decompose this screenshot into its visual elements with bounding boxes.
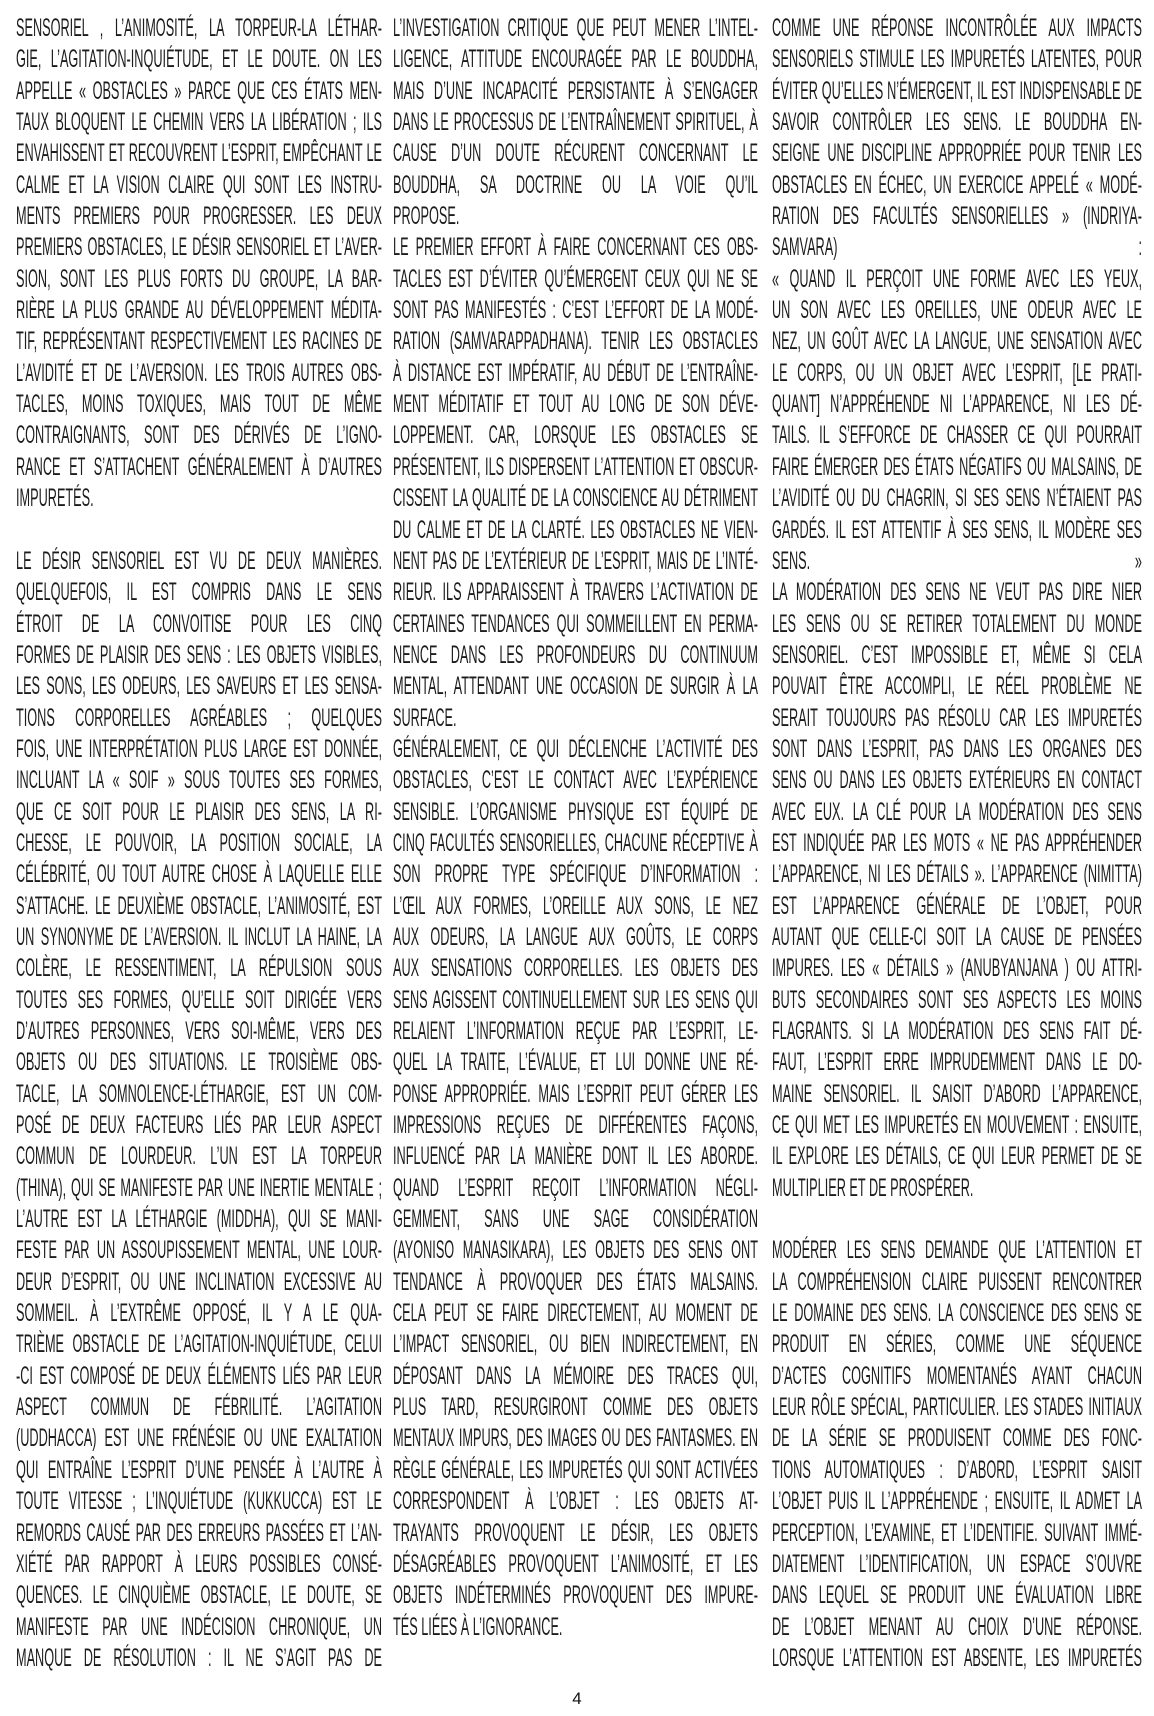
- text-line: ÉVITER QU’ELLES N’ÉMERGENT, IL EST INDISPENSABLE DE: [772, 76, 1142, 105]
- text-line: L’AUTRE EST LA LÉTHARGIE (MIDDHA), QUI SE MANI-: [16, 1205, 382, 1234]
- text-line: CISSENT LA QUALITÉ DE LA CONSCIENCE AU DÉTRIMENT: [393, 484, 758, 513]
- paragraph: [772, 13, 1142, 264]
- text-line: CINQ FACULTÉS SENSORIELLES, CHACUNE RÉCEPTIVE À: [393, 828, 758, 857]
- text-line: DEUR D’ESPRIT, OU UNE INCLINATION EXCESSIVE AU: [16, 1267, 382, 1296]
- text-line: SAVOIR CONTRÔLER LES SENS. LE BOUDDHA EN-: [772, 108, 1142, 137]
- text-line: (UDDHACCA) EST UNE FRÉNÉSIE OU UNE EXALTATION: [16, 1424, 382, 1453]
- text-line: SENSORIELS STIMULE LES IMPURETÉS LATENTES, POUR: [772, 45, 1142, 74]
- text-line: SENS AGISSENT CONTINUELLEMENT SUR LES SENS QUI: [393, 985, 758, 1014]
- text-line: S’ATTACHE. LE DEUXIÈME OBSTACLE, L’ANIMOSITÉ, EST: [16, 891, 382, 920]
- text-line: XIÉTÉ PAR RAPPORT À LEURS POSSIBLES CONSÉ-: [16, 1549, 382, 1578]
- text-line: L’INVESTIGATION CRITIQUE QUE PEUT MENER L’INTEL-: [393, 14, 758, 42]
- text-line: L’AVIDITÉ ET DE L’AVERSION. LES TROIS AUTRES OBS-: [16, 358, 382, 387]
- text-line: TACLES EST D’ÉVITER QU’ÉMERGENT CEUX QUI NE SE: [393, 264, 758, 293]
- text-line: PERCEPTION, L’EXAMINE, ET L’IDENTIFIE. SUIVANT IMMÉ-: [772, 1518, 1142, 1547]
- text-line: MODÉRER LES SENS DEMANDE QUE L’ATTENTION ET: [772, 1236, 1142, 1265]
- text-line: SENSORIEL. C’EST IMPOSSIBLE ET, MÊME SI CELA: [772, 640, 1142, 669]
- text-line: REMORDS CAUSÉ PAR DES ERREURS PASSÉES ET L’AN-: [16, 1518, 382, 1547]
- text-line: SAMVARA) :: [772, 233, 1142, 262]
- text-line: POSÉ DE DEUX FACTEURS LIÉS PAR LEUR ASPECT: [16, 1111, 382, 1140]
- text-line: L’IMPACT SENSORIEL, OU BIEN INDIRECTEMENT, EN: [393, 1330, 758, 1359]
- text-line: QUAND L’ESPRIT REÇOIT L’INFORMATION NÉGLI-: [393, 1173, 758, 1202]
- text-line: DANS LE PROCESSUS DE L’ENTRAÎNEMENT SPIRITUEL, À: [393, 108, 758, 137]
- text-line: APPELLE « OBSTACLES » PARCE QUE CES ÉTATS MEN-: [16, 76, 382, 105]
- text-column-left: [16, 13, 382, 1674]
- text-column-right: [772, 13, 1142, 1674]
- text-line: TRIÈME OBSTACLE DE L’AGITATION-INQUIÉTUDE, CELUI: [16, 1330, 382, 1359]
- text-line: DANS LEQUEL SE PRODUIT UNE ÉVALUATION LIBRE: [772, 1581, 1142, 1610]
- text-line: L’APPARENCE, NI LES DÉTAILS ». L’APPARENCE (NIMITTA): [772, 860, 1142, 889]
- text-line: RATION DES FACULTÉS SENSORIELLES » (INDRIYA-: [772, 202, 1142, 231]
- text-line: (AYONISO MANASIKARA), LES OBJETS DES SENS ONT: [393, 1236, 758, 1265]
- text-line: SENSORIEL , L’ANIMOSITÉ, LA TORPEUR-LA LÉTHAR-: [16, 14, 382, 42]
- text-line: TACLES, MOINS TOXIQUES, MAIS TOUT DE MÊME: [16, 390, 382, 419]
- text-line: DIATEMENT L’IDENTIFICATION, UN ESPACE S’OUVRE: [772, 1549, 1142, 1578]
- text-line: AUX ODEURS, LA LANGUE AUX GOÛTS, LE CORPS: [393, 922, 758, 951]
- text-line: MENT MÉDITATIF ET TOUT AU LONG DE SON DÉVE-: [393, 390, 758, 419]
- text-line: COLÈRE, LE RESSENTIMENT, LA RÉPULSION SOUS: [16, 954, 382, 983]
- text-line: SEIGNE UNE DISCIPLINE APPROPRIÉE POUR TENIR LES: [772, 139, 1142, 168]
- text-line: SENS OU DANS LES OBJETS EXTÉRIEURS EN CONTACT: [772, 766, 1142, 795]
- text-line: « QUAND IL PERÇOIT UNE FORME AVEC LES YEUX,: [772, 264, 1142, 293]
- text-line: POUVAIT ÊTRE ACCOMPLI, LE RÉEL PROBLÈME NE: [772, 672, 1142, 701]
- text-line: SION, SONT LES PLUS FORTS DU GROUPE, LA BAR-: [16, 264, 382, 293]
- text-line: FESTE PAR UN ASSOUPISSEMENT MENTAL, UNE LOUR-: [16, 1236, 382, 1265]
- text-line: RANCE ET S’ATTACHENT GÉNÉRALEMENT À D’AUTRES: [16, 452, 382, 481]
- text-line: DÉPOSANT DANS LA MÉMOIRE DES TRACES QUI,: [393, 1361, 758, 1390]
- text-line: SOMMEIL. À L’EXTRÊME OPPOSÉ, IL Y A LE QUA-: [16, 1299, 382, 1328]
- text-line: LES SONS, LES ODEURS, LES SAVEURS ET LES SENSA-: [16, 672, 382, 701]
- text-line: RÈGLE GÉNÉRALE, LES IMPURETÉS QUI SONT ACTIVÉES: [393, 1455, 758, 1484]
- text-line: MENTAUX IMPURS, DES IMAGES OU DES FANTASMES. EN: [393, 1424, 758, 1453]
- text-line: COMME UNE RÉPONSE INCONTRÔLÉE AUX IMPACTS: [772, 14, 1142, 42]
- text-line: QUANT] N’APPRÉHENDE NI L’APPARENCE, NI LES DÉ-: [772, 390, 1142, 419]
- paragraph: [393, 734, 758, 1643]
- text-line: TRAYANTS PROVOQUENT LE DÉSIR, LES OBJETS: [393, 1518, 758, 1547]
- text-line: CELA PEUT SE FAIRE DIRECTEMENT, AU MOMENT DE: [393, 1299, 758, 1328]
- text-line: TENDANCE À PROVOQUER DES ÉTATS MALSAINS.: [393, 1267, 758, 1296]
- text-line: IMPURETÉS.: [16, 484, 94, 513]
- text-line: EST L’APPARENCE GÉNÉRALE DE L’OBJET, POUR: [772, 891, 1142, 920]
- text-line: CALME ET LA VISION CLAIRE QUI SONT LES INSTRU-: [16, 170, 382, 199]
- text-line: QUI ENTRAÎNE L’ESPRIT D’UNE PENSÉE À L’AUTRE À: [16, 1455, 382, 1484]
- text-line: ENVAHISSENT ET RECOUVRENT L’ESPRIT, EMPÊCHANT LE: [16, 139, 382, 168]
- text-line: TIONS CORPORELLES AGRÉABLES ; QUELQUES: [16, 703, 382, 732]
- text-line: PREMIERS OBSTACLES, LE DÉSIR SENSORIEL ET L’AVER-: [16, 233, 382, 262]
- text-line: LE CORPS, OU UN OBJET AVEC L’ESPRIT, [LE PRATI-: [772, 358, 1142, 387]
- text-line: LORSQUE L’ATTENTION EST ABSENTE, LES IMPURETÉS: [772, 1643, 1142, 1672]
- text-line: L’ŒIL AUX FORMES, L’OREILLE AUX SONS, LE NEZ: [393, 891, 758, 920]
- text-line: LIGENCE, ATTITUDE ENCOURAGÉE PAR LE BOUDDHA,: [393, 45, 758, 74]
- text-line: D’AUTRES PERSONNES, VERS SOI-MÊME, VERS DES: [16, 1017, 382, 1045]
- text-line: MAIS D’UNE INCAPACITÉ PERSISTANTE À S’ENGAGER: [393, 76, 758, 105]
- text-line: PLUS TARD, RESURGIRONT COMME DES OBJETS: [393, 1393, 758, 1422]
- text-line: À DISTANCE EST IMPÉRATIF, AU DÉBUT DE L’ENTRAÎNE-: [393, 358, 758, 387]
- text-line: CHESSE, LE POUVOIR, LA POSITION SOCIALE, LA: [16, 828, 382, 857]
- text-line: LE PREMIER EFFORT À FAIRE CONCERNANT CES OBS-: [393, 233, 758, 262]
- text-line: LE DÉSIR SENSORIEL EST VU DE DEUX MANIÈRES.: [16, 546, 382, 575]
- text-line: NENCE DANS LES PROFONDEURS DU CONTINUUM: [393, 640, 758, 669]
- paragraph: [393, 232, 758, 734]
- text-line: TIF, REPRÉSENTANT RESPECTIVEMENT LES RACINES DE: [16, 327, 382, 356]
- text-line: OBSTACLES EN ÉCHEC, UN EXERCICE APPELÉ « MODÉ-: [772, 170, 1142, 199]
- text-line: BUTS SECONDAIRES SONT SES ASPECTS LES MOINS: [772, 985, 1142, 1014]
- text-line: SURFACE.: [393, 703, 457, 732]
- text-line: SON PROPRE TYPE SPÉCIFIQUE D’INFORMATION :: [393, 860, 758, 889]
- text-line: RIEUR. ILS APPARAISSENT À TRAVERS L’ACTIVATION DE: [393, 578, 758, 607]
- text-line: PROPOSE.: [393, 202, 460, 231]
- text-line: QUENCES. LE CINQUIÈME OBSTACLE, LE DOUTE, SE: [16, 1581, 382, 1610]
- paragraph: [393, 13, 758, 232]
- text-line: CORRESPONDENT À L’OBJET : LES OBJETS AT-: [393, 1487, 758, 1516]
- text-line: QUEL LA TRAITE, L’ÉVALUE, ET LUI DONNE UNE RÉ-: [393, 1048, 758, 1077]
- text-line: GÉNÉRALEMENT, CE QUI DÉCLENCHE L’ACTIVITÉ DES: [393, 734, 758, 763]
- text-line: GARDÉS. IL EST ATTENTIF À SES SENS, IL MODÈRE SES: [772, 515, 1142, 544]
- text-line: IMPRESSIONS REÇUES DE DIFFÉRENTES FAÇONS,: [393, 1111, 758, 1140]
- text-line: NEZ, UN GOÛT AVEC LA LANGUE, UNE SENSATION AVEC: [772, 327, 1142, 356]
- text-line: FAUT, L’ESPRIT ERRE IMPRUDEMMENT DANS LE DO-: [772, 1048, 1142, 1077]
- text-line: PONSE APPROPRIÉE. MAIS L’ESPRIT PEUT GÉRER LES: [393, 1079, 758, 1108]
- text-line: SENSIBLE. L’ORGANISME PHYSIQUE EST ÉQUIPÉ DE: [393, 797, 758, 826]
- paragraph: [772, 1235, 1142, 1674]
- text-line: L’OBJET PUIS IL L’APPRÉHENDE ; ENSUITE, IL ADMET LA: [772, 1487, 1142, 1516]
- text-line: LEUR RÔLE SPÉCIAL, PARTICULIER. LES STADES INITIAUX: [772, 1393, 1142, 1422]
- text-line: QUELQUEFOIS, IL EST COMPRIS DANS LE SENS: [16, 578, 382, 607]
- text-line: AUTANT QUE CELLE-CI SOIT LA CAUSE DE PENSÉES: [772, 922, 1142, 951]
- text-line: CONTRAIGNANTS, SONT DES DÉRIVÉS DE L’IGNO-: [16, 421, 382, 450]
- text-line: DU CALME ET DE LA CLARTÉ. LES OBSTACLES NE VIEN-: [393, 515, 758, 544]
- text-line: AUX SENSATIONS CORPORELLES. LES OBJETS DES: [393, 954, 758, 983]
- quote-paragraph: [772, 264, 1142, 577]
- text-line: NENT PAS DE L’EXTÉRIEUR DE L’ESPRIT, MAIS DE L’INTÉ-: [393, 546, 758, 575]
- text-line: DE LA SÉRIE SE PRODUISENT COMME DES FONC-: [772, 1424, 1142, 1453]
- text-line: TIONS AUTOMATIQUES : D’ABORD, L’ESPRIT SAISIT: [772, 1455, 1142, 1484]
- text-line: TOUTE VITESSE ; L’INQUIÉTUDE (KUKKUCCA) EST LE: [16, 1487, 382, 1516]
- text-line: OBJETS INDÉTERMINÉS PROVOQUENT DES IMPURE-: [393, 1581, 758, 1610]
- text-line: SENS. »: [772, 546, 1142, 575]
- text-line: TAILS. IL S’EFFORCE DE CHASSER CE QUI POURRAIT: [772, 421, 1142, 450]
- text-line: SONT PAS MANIFESTÉS : C’EST L’EFFORT DE LA MODÉ-: [393, 296, 758, 325]
- text-line: BOUDDHA, SA DOCTRINE OU LA VOIE QU’IL: [393, 170, 758, 199]
- text-line: CAUSE D’UN DOUTE RÉCURENT CONCERNANT LE: [393, 139, 758, 168]
- text-line: LA MODÉRATION DES SENS NE VEUT PAS DIRE NIER: [772, 578, 1142, 607]
- blank-line: [16, 515, 382, 546]
- text-line: CÉLÉBRITÉ, OU TOUT AUTRE CHOSE À LAQUELLE ELLE: [16, 860, 382, 889]
- text-line: INCLUANT LA « SOIF » SOUS TOUTES SES FORMES,: [16, 766, 382, 795]
- text-line: MENTS PREMIERS POUR PROGRESSER. LES DEUX: [16, 202, 382, 231]
- text-line: EST INDIQUÉE PAR LES MOTS « NE PAS APPRÉHENDER: [772, 828, 1142, 857]
- text-line: FAIRE ÉMERGER DES ÉTATS NÉGATIFS OU MALSAINS, DE: [772, 452, 1142, 481]
- text-line: LOPPEMENT. CAR, LORSQUE LES OBSTACLES SE: [393, 421, 758, 450]
- text-line: UN SON AVEC LES OREILLES, UNE ODEUR AVEC LE: [772, 296, 1142, 325]
- text-line: TAUX BLOQUENT LE CHEMIN VERS LA LIBÉRATION ; ILS: [16, 108, 382, 137]
- text-line: FOIS, UNE INTERPRÉTATION PLUS LARGE EST DONNÉE,: [16, 734, 382, 763]
- text-line: CERTAINES TENDANCES QUI SOMMEILLENT EN PERMA-: [393, 609, 758, 638]
- text-line: TACLE, LA SOMNOLENCE-LÉTHARGIE, EST UN COM-: [16, 1079, 382, 1108]
- paragraph: [16, 13, 382, 515]
- text-line: QUE CE SOIT POUR LE PLAISIR DES SENS, LA RI-: [16, 797, 382, 826]
- text-line: OBJETS OU DES SITUATIONS. LE TROISIÈME OBS-: [16, 1048, 382, 1077]
- text-line: DÉSAGRÉABLES PROVOQUENT L’ANIMOSITÉ, ET LES: [393, 1549, 758, 1578]
- text-line: GEMMENT, SANS UNE SAGE CONSIDÉRATION: [393, 1205, 758, 1234]
- text-line: UN SYNONYME DE L’AVERSION. IL INCLUT LA HAINE, LA: [16, 922, 382, 951]
- text-line: RIÈRE LA PLUS GRANDE AU DÉVELOPPEMENT MÉDITA-: [16, 296, 382, 325]
- text-line: GIE, L’AGITATION-INQUIÉTUDE, ET LE DOUTE. ON LES: [16, 45, 382, 74]
- paragraph: [16, 546, 382, 1674]
- text-line: LE DOMAINE DES SENS. LA CONSCIENCE DES SENS SE: [772, 1299, 1142, 1328]
- text-line: CE QUI MET LES IMPURETÉS EN MOUVEMENT : ENSUITE,: [772, 1111, 1142, 1140]
- text-line: SERAIT TOUJOURS PAS RÉSOLU CAR LES IMPURETÉS: [772, 703, 1142, 732]
- text-line: RATION (SAMVARAPPADHANA). TENIR LES OBSTACLES: [393, 327, 758, 356]
- text-line: LA COMPRÉHENSION CLAIRE PUISSENT RENCONTRER: [772, 1267, 1142, 1296]
- text-line: L’AVIDITÉ OU DU CHAGRIN, SI SES SENS N’ÉTAIENT PAS: [772, 484, 1142, 513]
- text-line: INFLUENCÉ PAR LA MANIÈRE DONT IL LES ABORDE.: [393, 1142, 758, 1171]
- text-line: TÉS LIÉES À L’IGNORANCE.: [393, 1612, 563, 1641]
- text-line: MAINE SENSORIEL. IL SAISIT D’ABORD L’APPARENCE,: [772, 1079, 1142, 1108]
- page-number: 4: [572, 1689, 582, 1708]
- text-line: ÉTROIT DE LA CONVOITISE POUR LES CINQ: [16, 609, 382, 638]
- text-line: LES SENS OU SE RETIRER TOTALEMENT DU MONDE: [772, 609, 1142, 638]
- text-line: AVEC EUX. LA CLÉ POUR LA MODÉRATION DES SENS: [772, 797, 1142, 826]
- text-line: MANIFESTE PAR UNE INDÉCISION CHRONIQUE, UN: [16, 1612, 382, 1641]
- text-line: IL EXPLORE LES DÉTAILS, CE QUI LEUR PERMET DE SE: [772, 1142, 1142, 1171]
- text-line: D’ACTES COGNITIFS MOMENTANÉS AYANT CHACUN: [772, 1361, 1142, 1390]
- text-line: ASPECT COMMUN DE FÉBRILITÉ. L’AGITATION: [16, 1393, 382, 1422]
- text-line: MANQUE DE RÉSOLUTION : IL NE S’AGIT PAS DE: [16, 1643, 382, 1672]
- text-line: PRODUIT EN SÉRIES, COMME UNE SÉQUENCE: [772, 1330, 1142, 1359]
- text-line: FLAGRANTS. SI LA MODÉRATION DES SENS FAIT DÉ-: [772, 1017, 1142, 1045]
- text-line: (THINA), QUI SE MANIFESTE PAR UNE INERTIE MENTALE ;: [16, 1173, 382, 1202]
- blank-line: [772, 1204, 1142, 1235]
- text-line: MENTAL, ATTENDANT UNE OCCASION DE SURGIR À LA: [393, 672, 758, 701]
- text-column-middle: [393, 13, 758, 1643]
- text-line: DE L’OBJET MENANT AU CHOIX D’UNE RÉPONSE.: [772, 1612, 1142, 1641]
- text-line: IMPURES. LES « DÉTAILS » (ANUBYANJANA ) OU ATTRI-: [772, 954, 1142, 983]
- text-line: MULTIPLIER ET DE PROSPÉRER.: [772, 1173, 974, 1202]
- text-line: COMMUN DE LOURDEUR. L’UN EST LA TORPEUR: [16, 1142, 382, 1171]
- text-line: SONT DANS L’ESPRIT, PAS DANS LES ORGANES DES: [772, 734, 1142, 763]
- text-line: TOUTES SES FORMES, QU’ELLE SOIT DIRIGÉE VERS: [16, 985, 382, 1014]
- text-line: PRÉSENTENT, ILS DISPERSENT L’ATTENTION ET OBSCUR-: [393, 452, 758, 481]
- text-line: FORMES DE PLAISIR DES SENS : LES OBJETS VISIBLES,: [16, 640, 382, 669]
- paragraph: [772, 577, 1142, 1204]
- text-line: RELAIENT L’INFORMATION REÇUE PAR L’ESPRIT, LE-: [393, 1017, 758, 1045]
- text-line: OBSTACLES, C’EST LE CONTACT AVEC L’EXPÉRIENCE: [393, 766, 758, 795]
- text-line: -CI EST COMPOSÉ DE DEUX ÉLÉMENTS LIÉS PAR LEUR: [16, 1361, 382, 1390]
